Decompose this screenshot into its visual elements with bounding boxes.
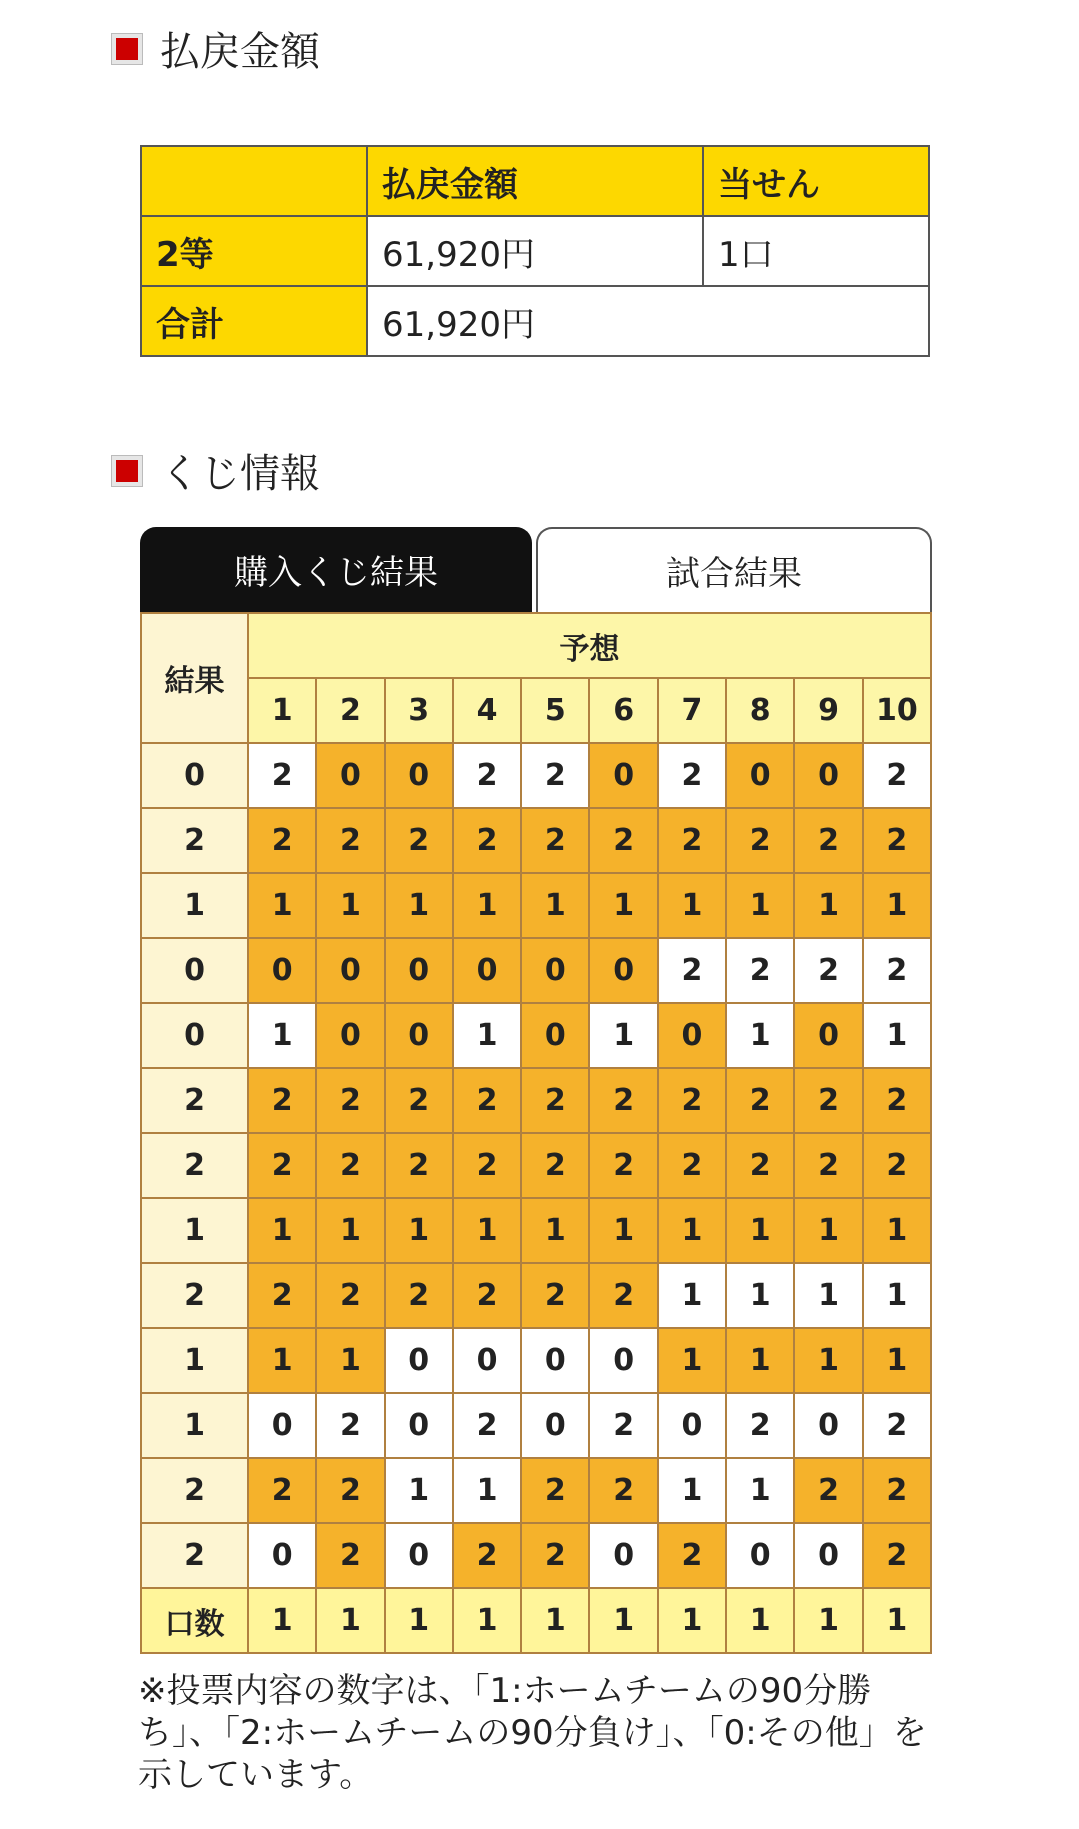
grid-pick-cell: 2 [248, 743, 316, 808]
grid-result-label: 結果 [141, 613, 248, 743]
grid-row-result: 2 [141, 1523, 248, 1588]
heading-marker-icon [112, 456, 142, 486]
grid-pick-cell: 1 [658, 1458, 726, 1523]
grid-pick-cell: 0 [589, 1328, 657, 1393]
grid-row [141, 1328, 931, 1393]
grid-pick-cell: 2 [589, 1263, 657, 1328]
grid-pick-cell: 0 [385, 1003, 453, 1068]
grid-pick-cell: 1 [248, 873, 316, 938]
grid-pick-cell: 0 [658, 1393, 726, 1458]
grid-pick-cell: 0 [453, 938, 521, 1003]
grid-pick-cell: 2 [521, 1263, 589, 1328]
grid-pick-cell: 0 [521, 938, 589, 1003]
grid-row-result: 2 [141, 1133, 248, 1198]
grid-row [141, 938, 931, 1003]
heading-marker-icon [112, 34, 142, 64]
grid-column-header: 8 [726, 678, 794, 743]
grid-pick-cell: 0 [794, 1003, 862, 1068]
grid-pick-cell: 2 [521, 1133, 589, 1198]
payout-header-amount: 払戻金額 [367, 146, 703, 216]
grid-pick-cell: 2 [863, 1068, 931, 1133]
grid-row [141, 873, 931, 938]
grid-footer-value: 1 [589, 1588, 657, 1653]
grid-pick-cell: 2 [863, 1458, 931, 1523]
grid-pick-cell: 2 [589, 1458, 657, 1523]
grid-pick-cell: 2 [453, 808, 521, 873]
grid-pick-cell: 1 [658, 1328, 726, 1393]
grid-row [141, 1458, 931, 1523]
grid-footer-value: 1 [726, 1588, 794, 1653]
payout-table [140, 145, 930, 357]
grid-pick-cell: 2 [248, 808, 316, 873]
grid-pick-cell: 2 [658, 1523, 726, 1588]
grid-row [141, 1393, 931, 1458]
payout-header-count: 当せん [703, 146, 929, 216]
grid-row-result: 0 [141, 743, 248, 808]
grid-row [141, 1133, 931, 1198]
grid-pick-cell: 2 [316, 1393, 384, 1458]
grid-pick-cell: 0 [589, 938, 657, 1003]
grid-pick-cell: 1 [726, 873, 794, 938]
grid-pick-cell: 2 [794, 1458, 862, 1523]
grid-footer-value: 1 [248, 1588, 316, 1653]
grid-pick-cell: 1 [589, 1198, 657, 1263]
grid-pick-cell: 1 [726, 1003, 794, 1068]
grid-pick-cell: 2 [658, 808, 726, 873]
grid-footer-value: 1 [794, 1588, 862, 1653]
grid-pick-cell: 1 [589, 1003, 657, 1068]
grid-pick-cell: 1 [589, 873, 657, 938]
grid-pick-cell: 2 [521, 1458, 589, 1523]
grid-row [141, 1198, 931, 1263]
grid-pick-cell: 2 [726, 1068, 794, 1133]
grid-pick-cell: 0 [726, 743, 794, 808]
grid-pick-cell: 2 [863, 938, 931, 1003]
grid-pick-cell: 0 [521, 1328, 589, 1393]
grid-footer-label: 口数 [141, 1588, 248, 1653]
lottery-heading-text: くじ情報 [160, 451, 320, 497]
grid-pick-cell: 1 [385, 1458, 453, 1523]
grid-pick-cell: 2 [726, 1133, 794, 1198]
grid-footer-value: 1 [863, 1588, 931, 1653]
grid-row-result: 1 [141, 1328, 248, 1393]
grid-pick-cell: 0 [248, 1523, 316, 1588]
grid-pick-cell: 2 [453, 1393, 521, 1458]
grid-pick-cell: 2 [863, 1393, 931, 1458]
grid-pick-cell: 2 [385, 1068, 453, 1133]
lottery-tabs [140, 527, 932, 612]
grid-row-result: 0 [141, 938, 248, 1003]
grid-row [141, 1068, 931, 1133]
grid-row [141, 1003, 931, 1068]
grid-pick-cell: 2 [589, 1133, 657, 1198]
grid-pick-cell: 0 [453, 1328, 521, 1393]
grid-pick-cell: 1 [794, 1328, 862, 1393]
grid-row-result: 2 [141, 808, 248, 873]
grid-pick-cell: 0 [316, 743, 384, 808]
grid-pick-cell: 1 [794, 1198, 862, 1263]
grid-row-result: 2 [141, 1068, 248, 1133]
tab-purchased-results[interactable]: 購入くじ結果 [140, 527, 532, 612]
grid-pick-cell: 2 [453, 1523, 521, 1588]
grid-pick-cell: 1 [794, 873, 862, 938]
grid-row [141, 808, 931, 873]
grid-pick-cell: 1 [794, 1263, 862, 1328]
grid-pick-cell: 2 [726, 1393, 794, 1458]
grid-footer-value: 1 [316, 1588, 384, 1653]
grid-pick-cell: 1 [248, 1198, 316, 1263]
payout-row-label: 2等 [141, 216, 367, 286]
grid-pick-cell: 1 [863, 1328, 931, 1393]
payout-row-amount: 61,920円 [367, 216, 703, 286]
grid-footer-value: 1 [521, 1588, 589, 1653]
grid-column-header: 7 [658, 678, 726, 743]
grid-pick-cell: 0 [521, 1393, 589, 1458]
grid-pick-cell: 2 [658, 1133, 726, 1198]
grid-footer-row [141, 1588, 931, 1653]
grid-pick-cell: 2 [794, 1068, 862, 1133]
grid-pick-cell: 1 [316, 1198, 384, 1263]
lottery-heading [112, 442, 320, 499]
grid-pick-cell: 2 [726, 938, 794, 1003]
payout-heading [112, 20, 320, 77]
grid-pick-cell: 2 [453, 1263, 521, 1328]
payout-total-amount: 61,920円 [367, 286, 929, 356]
grid-pick-cell: 1 [521, 873, 589, 938]
grid-pick-cell: 0 [658, 1003, 726, 1068]
grid-pick-cell: 2 [589, 1393, 657, 1458]
grid-pick-cell: 1 [658, 1263, 726, 1328]
grid-pick-cell: 1 [248, 1328, 316, 1393]
grid-row-result: 2 [141, 1458, 248, 1523]
grid-pick-cell: 1 [863, 1198, 931, 1263]
grid-pick-cell: 2 [726, 808, 794, 873]
grid-pick-cell: 2 [658, 1068, 726, 1133]
grid-pick-cell: 2 [863, 1523, 931, 1588]
tab-match-results[interactable]: 試合結果 [536, 527, 932, 612]
grid-pick-cell: 2 [521, 808, 589, 873]
grid-pick-cell: 0 [385, 743, 453, 808]
grid-pick-cell: 1 [521, 1198, 589, 1263]
grid-pick-cell: 2 [248, 1133, 316, 1198]
grid-pick-cell: 0 [385, 1393, 453, 1458]
grid-pick-cell: 1 [863, 873, 931, 938]
grid-pick-cell: 2 [521, 1523, 589, 1588]
payout-row-count: 1口 [703, 216, 929, 286]
grid-pick-cell: 1 [863, 1263, 931, 1328]
grid-pick-cell: 1 [863, 1003, 931, 1068]
grid-pick-cell: 2 [385, 1133, 453, 1198]
grid-pick-cell: 2 [863, 1133, 931, 1198]
grid-pick-cell: 1 [726, 1458, 794, 1523]
grid-pick-cell: 2 [316, 1263, 384, 1328]
grid-prediction-label: 予想 [248, 613, 931, 678]
grid-column-header: 5 [521, 678, 589, 743]
grid-pick-cell: 2 [248, 1458, 316, 1523]
grid-pick-cell: 2 [385, 1263, 453, 1328]
grid-pick-cell: 0 [385, 1328, 453, 1393]
grid-column-header: 6 [589, 678, 657, 743]
grid-pick-cell: 2 [794, 808, 862, 873]
grid-row [141, 743, 931, 808]
grid-pick-cell: 1 [316, 1328, 384, 1393]
grid-pick-cell: 2 [863, 743, 931, 808]
grid-footer-value: 1 [658, 1588, 726, 1653]
grid-pick-cell: 0 [794, 1523, 862, 1588]
grid-pick-cell: 1 [658, 873, 726, 938]
grid-column-header: 9 [794, 678, 862, 743]
grid-pick-cell: 1 [453, 1198, 521, 1263]
grid-row-result: 2 [141, 1263, 248, 1328]
payout-total-label: 合計 [141, 286, 367, 356]
grid-row [141, 1523, 931, 1588]
grid-pick-cell: 0 [589, 743, 657, 808]
grid-column-header: 2 [316, 678, 384, 743]
grid-pick-cell: 2 [453, 1068, 521, 1133]
grid-pick-cell: 0 [385, 938, 453, 1003]
grid-pick-cell: 2 [658, 743, 726, 808]
grid-footer-value: 1 [385, 1588, 453, 1653]
grid-pick-cell: 2 [316, 1523, 384, 1588]
grid-pick-cell: 2 [248, 1263, 316, 1328]
grid-pick-cell: 0 [589, 1523, 657, 1588]
grid-pick-cell: 0 [316, 938, 384, 1003]
grid-pick-cell: 1 [453, 1458, 521, 1523]
grid-pick-cell: 2 [521, 743, 589, 808]
grid-pick-cell: 1 [726, 1263, 794, 1328]
payout-heading-text: 払戻金額 [160, 29, 320, 75]
grid-pick-cell: 2 [863, 808, 931, 873]
grid-pick-cell: 0 [248, 1393, 316, 1458]
grid-pick-cell: 1 [726, 1198, 794, 1263]
legend-note: ※投票内容の数字は、「1:ホームチームの90分勝ち」、「2:ホームチームの90分負け」、「0:その他」を示しています。 [138, 1671, 927, 1795]
grid-pick-cell: 1 [248, 1003, 316, 1068]
grid-pick-cell: 2 [385, 808, 453, 873]
grid-row-result: 1 [141, 873, 248, 938]
grid-footer-value: 1 [453, 1588, 521, 1653]
grid-row-result: 1 [141, 1198, 248, 1263]
grid-pick-cell: 2 [316, 1133, 384, 1198]
grid-column-header: 1 [248, 678, 316, 743]
grid-pick-cell: 1 [385, 1198, 453, 1263]
grid-row-result: 1 [141, 1393, 248, 1458]
grid-pick-cell: 1 [453, 1003, 521, 1068]
grid-pick-cell: 0 [248, 938, 316, 1003]
grid-pick-cell: 2 [794, 938, 862, 1003]
grid-row [141, 1263, 931, 1328]
grid-column-header: 4 [453, 678, 521, 743]
grid-pick-cell: 1 [316, 873, 384, 938]
grid-pick-cell: 1 [385, 873, 453, 938]
grid-pick-cell: 2 [658, 938, 726, 1003]
grid-row-result: 0 [141, 1003, 248, 1068]
grid-pick-cell: 2 [316, 1068, 384, 1133]
grid-pick-cell: 0 [385, 1523, 453, 1588]
grid-pick-cell: 2 [521, 1068, 589, 1133]
grid-pick-cell: 2 [453, 1133, 521, 1198]
grid-pick-cell: 0 [794, 743, 862, 808]
payout-header-empty [141, 146, 367, 216]
grid-column-header: 3 [385, 678, 453, 743]
grid-column-header-row [141, 678, 931, 743]
grid-pick-cell: 2 [589, 1068, 657, 1133]
grid-pick-cell: 2 [589, 808, 657, 873]
grid-pick-cell: 2 [248, 1068, 316, 1133]
grid-pick-cell: 0 [726, 1523, 794, 1588]
grid-pick-cell: 1 [658, 1198, 726, 1263]
grid-pick-cell: 1 [453, 873, 521, 938]
grid-pick-cell: 2 [453, 743, 521, 808]
grid-pick-cell: 2 [316, 1458, 384, 1523]
grid-pick-cell: 0 [521, 1003, 589, 1068]
grid-pick-cell: 1 [726, 1328, 794, 1393]
grid-pick-cell: 0 [794, 1393, 862, 1458]
grid-column-header: 10 [863, 678, 931, 743]
grid-pick-cell: 2 [316, 808, 384, 873]
grid-pick-cell: 0 [316, 1003, 384, 1068]
lottery-grid [140, 612, 932, 1654]
grid-pick-cell: 2 [794, 1133, 862, 1198]
